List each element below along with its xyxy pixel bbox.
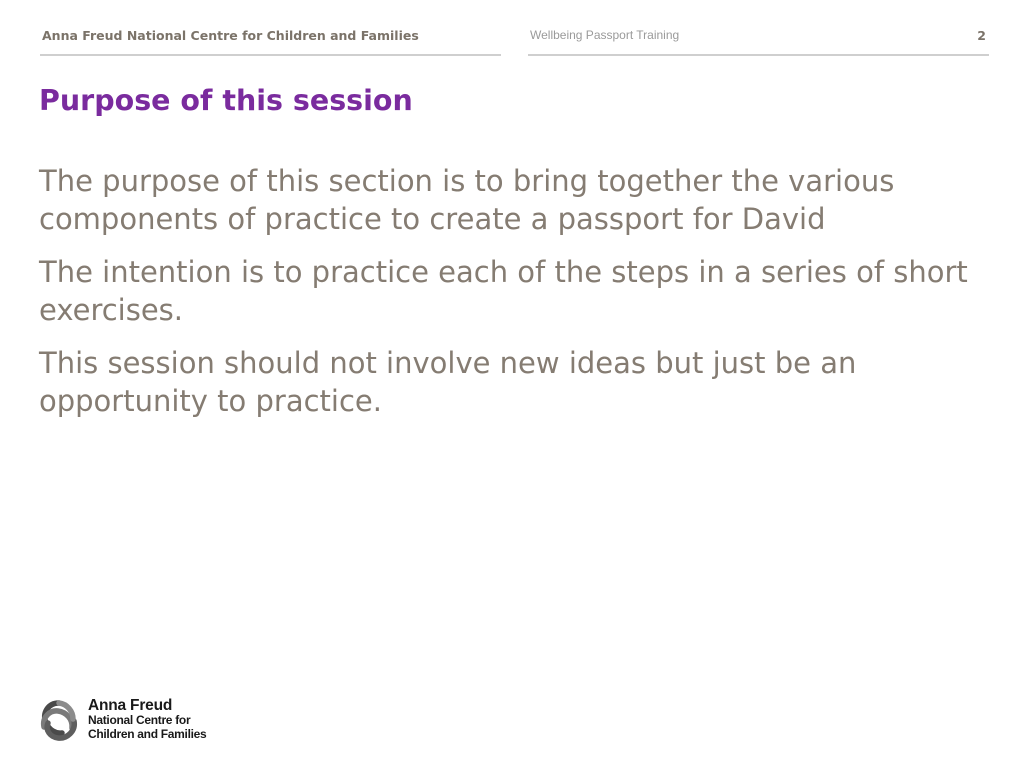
body-paragraph: This session should not involve new ideas but just be an opportunity to practice. [39,346,857,418]
slide-title: Purpose of this session [39,84,413,117]
logo-wordmark [88,697,206,741]
body-paragraph: The purpose of this section is to bring together the various components of practice to create a passport for David [39,164,895,236]
logo-line-3: Children and Families [88,726,207,741]
logo-line-2: National Centre for [88,713,191,727]
page-number: 2 [977,28,986,43]
body-paragraph: The intention is to practice each of the steps in a series of short exercises. [39,255,968,327]
slide-body [39,163,999,436]
interlocking-rings-icon [36,697,82,743]
header-course-title: Wellbeing Passport Training [530,28,680,42]
logo-line-1: Anna Freud [88,697,173,714]
header-divider-left [40,54,501,56]
header-divider-right [528,54,989,56]
header-organisation: Anna Freud National Centre for Children and Families [42,28,419,43]
anna-freud-logo [36,697,236,743]
